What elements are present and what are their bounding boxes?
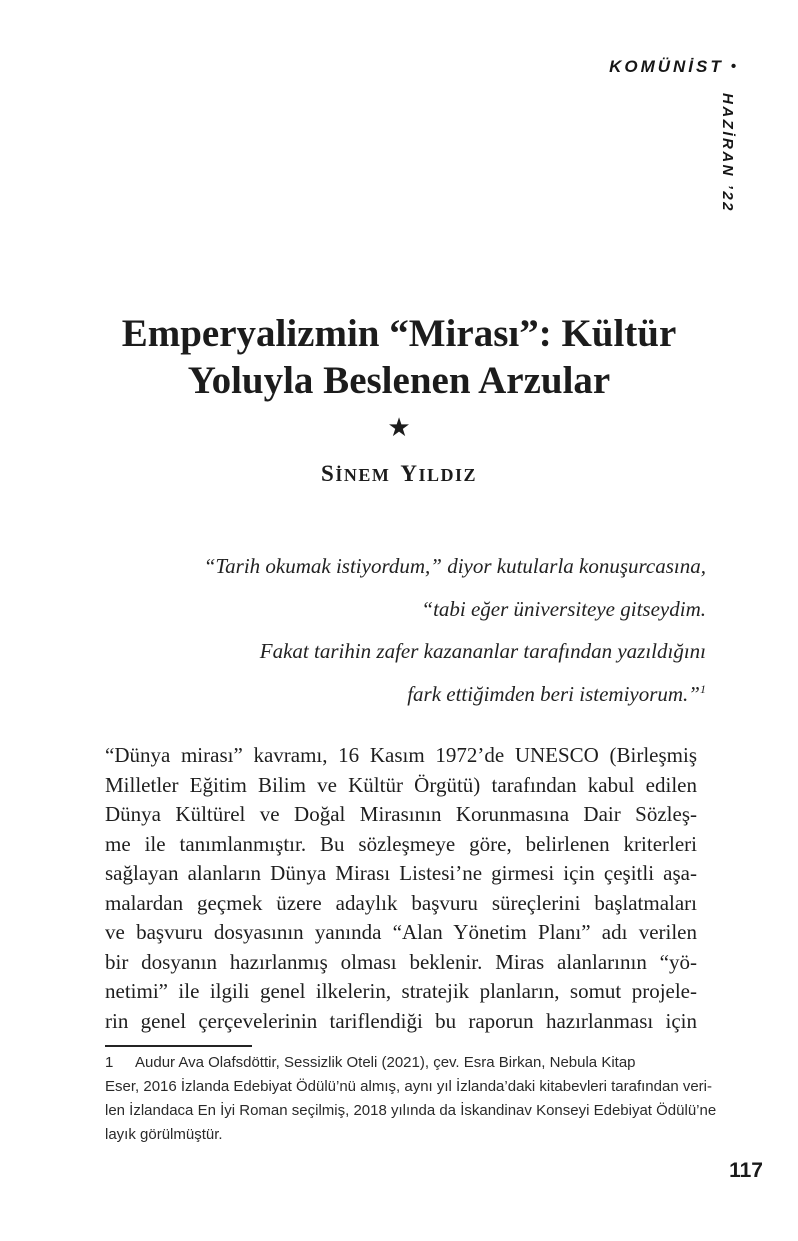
body-line: “Dünya mirası” kavramı, 16 Kasım 1972’de UNESCO (Birleşmiş [105, 743, 697, 767]
header-bullet-icon: • [730, 58, 736, 75]
journal-header [609, 57, 736, 77]
epigraph-line: fark ettiğimden beri istemiyorum.”$^1$ [407, 681, 706, 706]
body-line: sağlayan alanların Dünya Mirası Listesi’ne girmesi için çeşitli aşa- [105, 861, 697, 885]
footnote-line: Eser, 2016 İzlanda Edebiyat Ödülü’nü almış, aynı yıl İzlanda’daki kitabevleri tarafından veri- [105, 1078, 713, 1095]
article-body [105, 741, 697, 1036]
body-line: me ile tanımlanmıştır. Bu sözleşmeye göre, belirlenen kriterleri [105, 831, 697, 856]
page-number: 117 [729, 1159, 763, 1182]
journal-name: KOMÜNİST [609, 57, 724, 76]
article-title-line-1: Emperyalizmin “Mirası”: Kültür [121, 312, 677, 355]
footnote-separator-rule [105, 1045, 252, 1047]
footnote-number: 1 [105, 1054, 114, 1071]
body-line: ve başvuru dosyasının yanında “Alan Yönetim Planı” adı verilen [105, 920, 697, 944]
epigraph-line: “Tarih okumak istiyordum,” diyor kutularla konuşurcasına, [203, 554, 706, 578]
article-title [103, 310, 695, 404]
author-last-name: YILDIZ [400, 461, 477, 486]
author-first-name: SİNEM [321, 461, 391, 486]
footnote-line: len İzlandaca En İyi Roman seçilmiş, 2018 yılında da İskandinav Konseyi Edebiyat Ödülü’ne [105, 1102, 717, 1119]
author-name [103, 461, 695, 487]
footnote-line: 1 Audur Ava Olafsdöttir, Sessizlik Oteli (2021), çev. Esra Birkan, Nebula Kitap [105, 1051, 767, 1075]
issue-date-vertical: HAZİRAN ’22 [719, 93, 736, 214]
epigraph-line: Fakat tarihin zafer kazananlar tarafından yazıldığını [259, 639, 706, 663]
star-divider-icon: ★ [387, 413, 411, 442]
body-line: Dünya Kültürel ve Doğal Mirasının Korunmasına Dair Sözleş- [105, 802, 697, 826]
footnote-reference: 1 [700, 681, 706, 696]
article-title-line-2: Yoluyla Beslenen Arzular [187, 359, 611, 402]
footnote [105, 1051, 767, 1147]
body-line: bir dosyanın hazırlanmış olması beklenir. Miras alanlarının “yö- [105, 949, 697, 974]
body-line: Milletler Eğitim Bilim ve Kültür Örgütü) tarafından kabul edilen [105, 772, 697, 797]
body-line: netimi” ile ilgili genel ilkelerin, stratejik planların, somut projele- [105, 979, 697, 1003]
footnote-line: layık görülmüştür. [105, 1126, 223, 1143]
body-line: malardan geçmek üzere adaylık başvuru süreçlerini başlatmaları [105, 890, 697, 915]
epigraph-quote [105, 545, 706, 715]
body-line: rin genel çerçevelerinin tariflendiği bu raporun hazırlanması için [105, 1008, 697, 1033]
epigraph-line: “tabi eğer üniversiteye gitseydim. [421, 596, 706, 621]
